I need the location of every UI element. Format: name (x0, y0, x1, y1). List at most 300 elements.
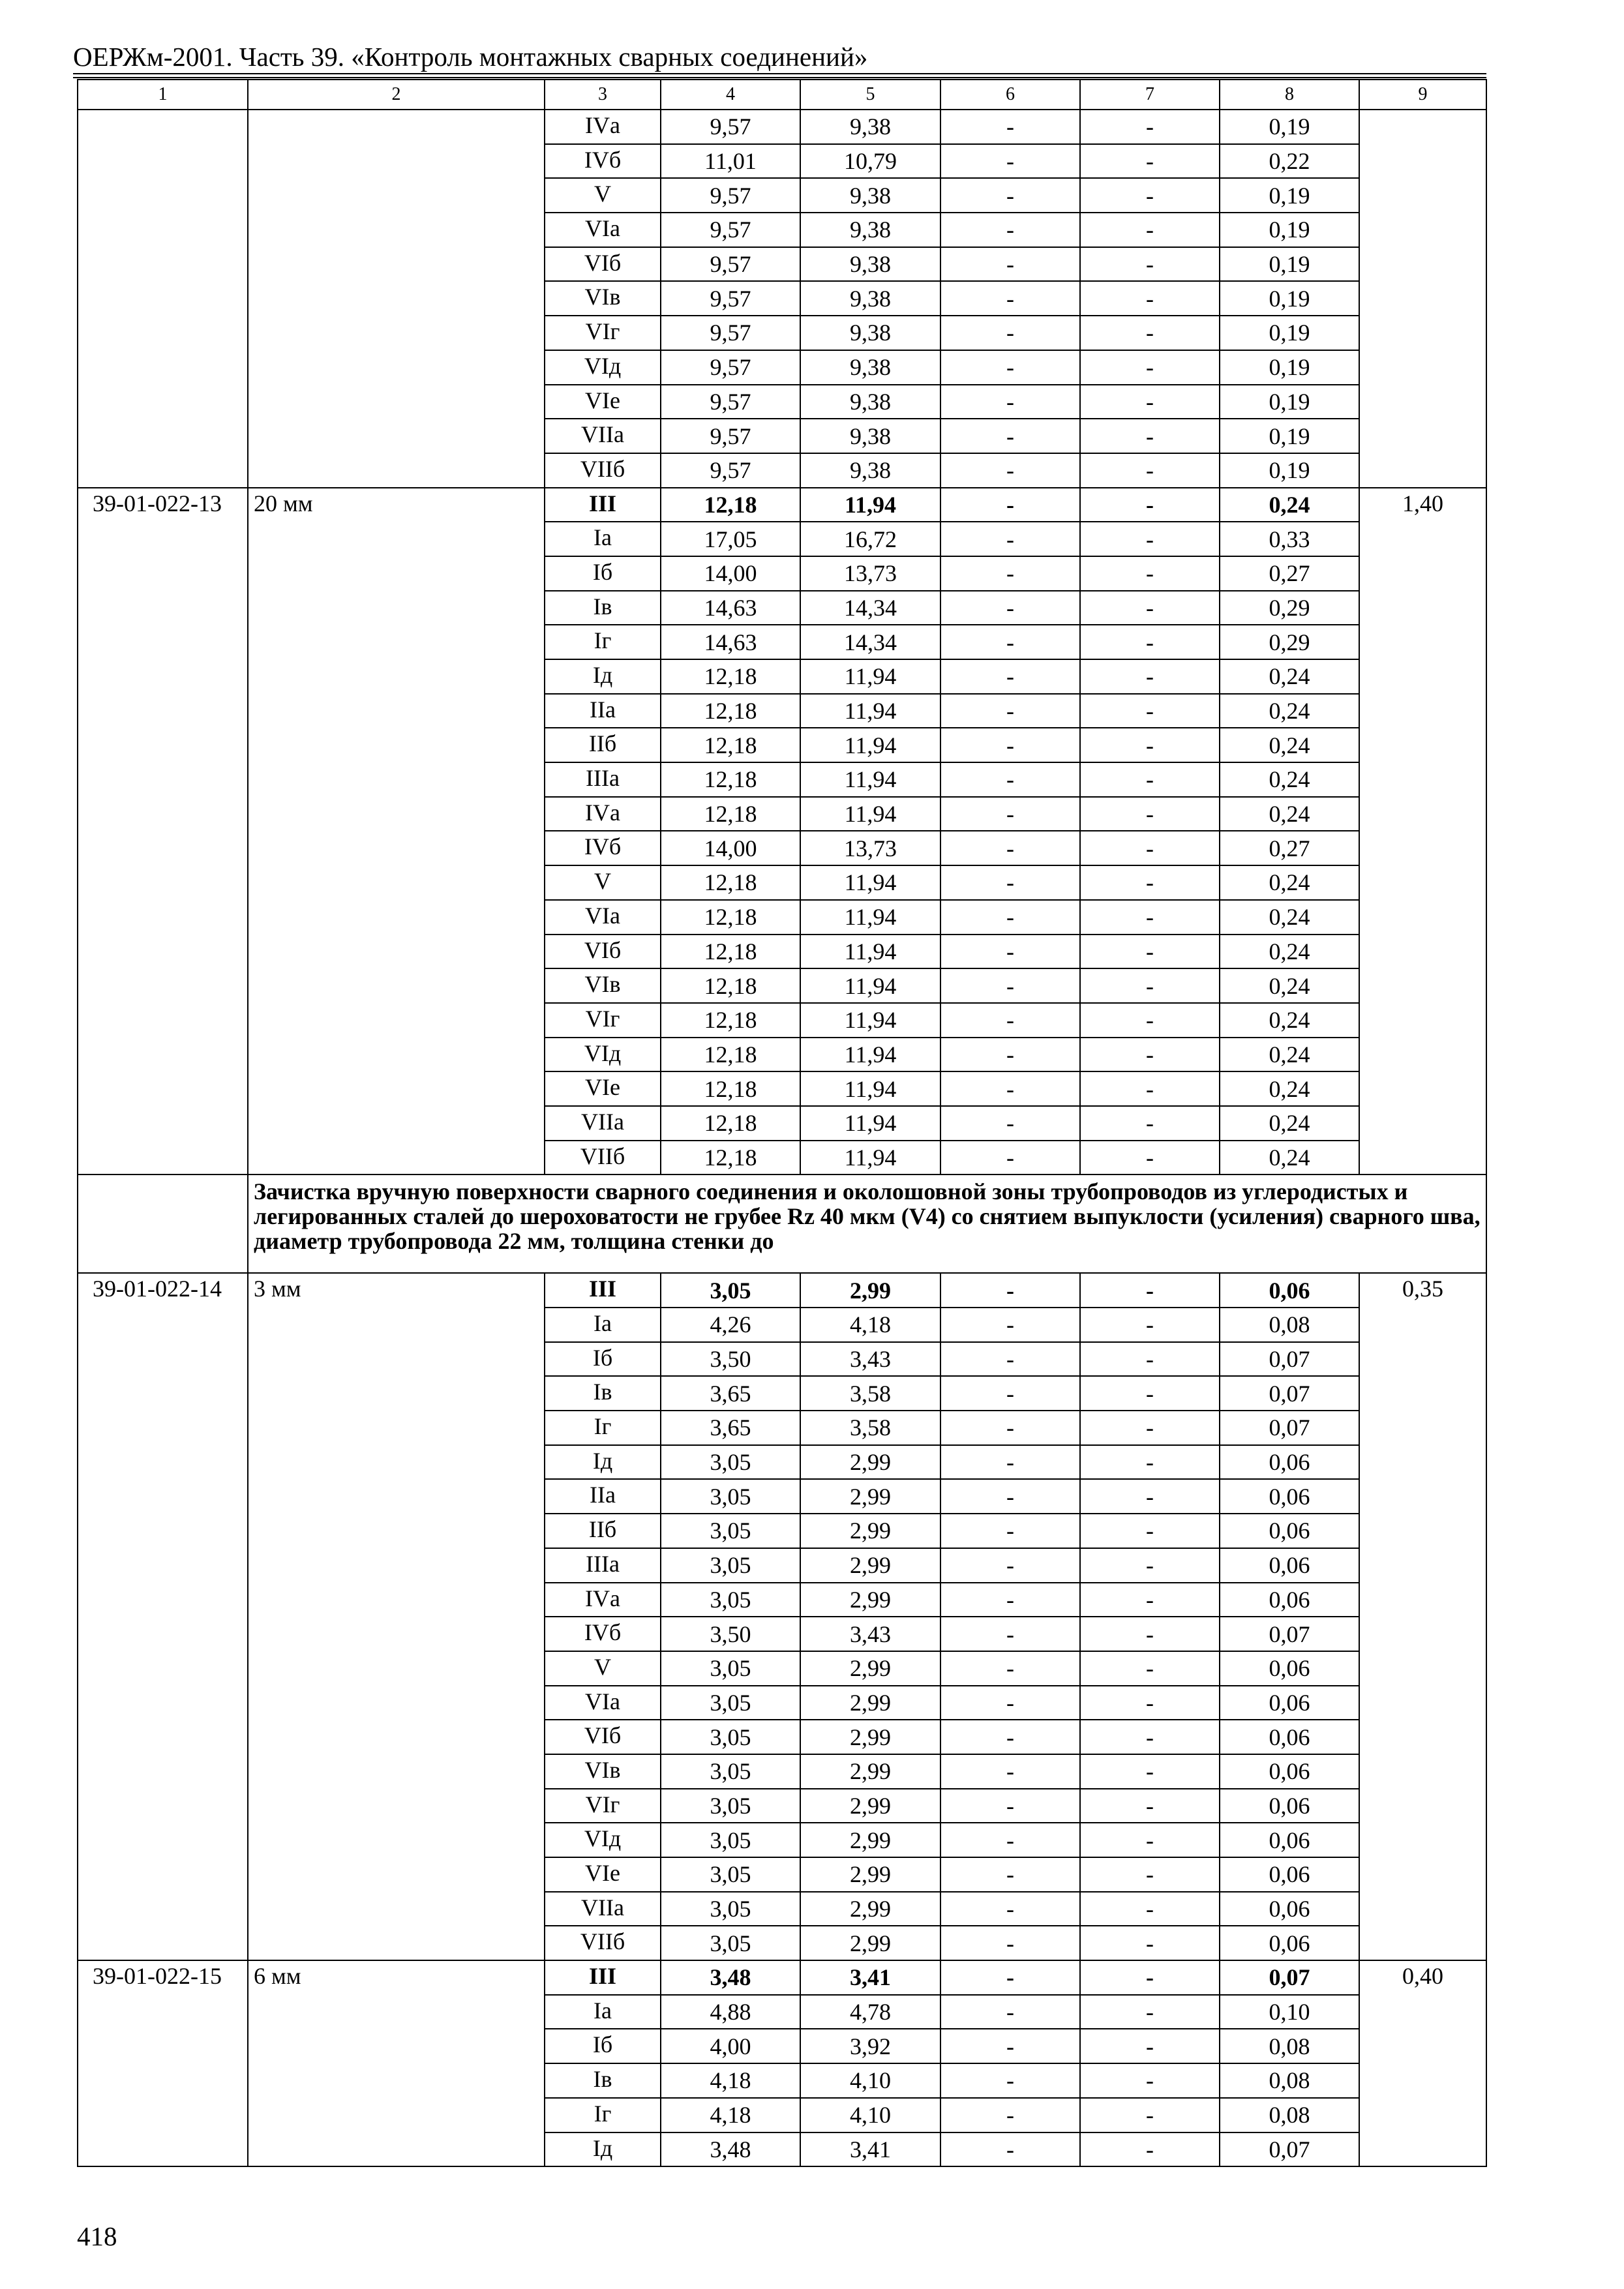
territorial-zone: Iд (545, 659, 661, 694)
wage-cost: 2,99 (800, 1514, 940, 1548)
wage-cost: 3,58 (800, 1376, 940, 1411)
wage-cost: 2,99 (800, 1548, 940, 1583)
machinist-wage: - (1080, 1651, 1220, 1686)
machine-cost: - (940, 1789, 1080, 1823)
material-cost: 0,06 (1220, 1514, 1359, 1548)
wage-cost: 10,79 (800, 144, 940, 179)
machinist-wage: - (1080, 247, 1220, 282)
machine-cost: - (940, 1479, 1080, 1514)
territorial-zone: V (545, 1651, 661, 1686)
wage-cost: 2,99 (800, 1823, 940, 1857)
wage-cost: 3,41 (800, 1960, 940, 1995)
machinist-wage: - (1080, 1617, 1220, 1651)
territorial-zone: Iд (545, 1445, 661, 1480)
machine-cost: - (940, 1995, 1080, 2029)
territorial-zone: Iа (545, 1995, 661, 2029)
total-cost: 9,57 (661, 281, 800, 316)
labor-cost: 0,35 (1359, 1273, 1486, 1960)
wage-cost: 4,10 (800, 2098, 940, 2132)
total-cost: 9,57 (661, 385, 800, 419)
machine-cost: - (940, 865, 1080, 900)
territorial-zone: VIIа (545, 1892, 661, 1926)
table-body (78, 80, 1486, 2166)
wage-cost: 9,38 (800, 350, 940, 385)
machinist-wage: - (1080, 935, 1220, 969)
total-cost: 14,63 (661, 625, 800, 659)
total-cost: 12,18 (661, 900, 800, 935)
machine-cost: - (940, 1273, 1080, 1308)
material-cost: 0,08 (1220, 2029, 1359, 2063)
table-row (78, 110, 1486, 144)
wage-cost: 3,43 (800, 1617, 940, 1651)
wage-cost: 3,58 (800, 1411, 940, 1445)
material-cost: 0,06 (1220, 1651, 1359, 1686)
wage-cost: 11,94 (800, 1141, 940, 1175)
machine-cost: - (940, 831, 1080, 865)
machine-cost: - (940, 2029, 1080, 2063)
material-cost: 0,07 (1220, 1960, 1359, 1995)
total-cost: 3,05 (661, 1514, 800, 1548)
territorial-zone: III (545, 1273, 661, 1308)
wage-cost: 4,10 (800, 2063, 940, 2098)
total-cost: 4,88 (661, 1995, 800, 2029)
machinist-wage: - (1080, 1823, 1220, 1857)
material-cost: 0,08 (1220, 2098, 1359, 2132)
machine-cost: - (940, 659, 1080, 694)
wage-cost: 14,34 (800, 625, 940, 659)
machine-cost: - (940, 900, 1080, 935)
territorial-zone: IVб (545, 831, 661, 865)
material-cost: 0,24 (1220, 1106, 1359, 1141)
wage-cost: 9,38 (800, 247, 940, 282)
machine-cost: - (940, 625, 1080, 659)
total-cost: 3,05 (661, 1445, 800, 1480)
total-cost: 12,18 (661, 1038, 800, 1072)
wage-cost: 11,94 (800, 488, 940, 522)
wage-cost: 9,38 (800, 213, 940, 247)
territorial-zone: VIе (545, 1857, 661, 1892)
total-cost: 3,05 (661, 1926, 800, 1960)
territorial-zone: IVа (545, 110, 661, 144)
total-cost: 3,05 (661, 1823, 800, 1857)
territorial-zone: VIд (545, 350, 661, 385)
material-cost: 0,07 (1220, 1342, 1359, 1377)
territorial-zone: IIIа (545, 762, 661, 797)
machine-cost: - (940, 350, 1080, 385)
machinist-wage: - (1080, 1686, 1220, 1720)
material-cost: 0,19 (1220, 110, 1359, 144)
territorial-zone: VIIа (545, 1106, 661, 1141)
wage-cost: 9,38 (800, 110, 940, 144)
header-rule (73, 73, 1486, 74)
machine-cost: - (940, 1892, 1080, 1926)
machine-cost: - (940, 1445, 1080, 1480)
material-cost: 0,06 (1220, 1583, 1359, 1617)
machinist-wage: - (1080, 1789, 1220, 1823)
material-cost: 0,24 (1220, 1003, 1359, 1038)
territorial-zone: VIа (545, 1686, 661, 1720)
machinist-wage: - (1080, 281, 1220, 316)
total-cost: 14,63 (661, 591, 800, 625)
machinist-wage: - (1080, 2132, 1220, 2167)
material-cost: 0,19 (1220, 453, 1359, 488)
wage-cost: 9,38 (800, 178, 940, 213)
territorial-zone: VIIб (545, 453, 661, 488)
territorial-zone: VIг (545, 316, 661, 350)
machine-cost: - (940, 1823, 1080, 1857)
material-cost: 0,19 (1220, 385, 1359, 419)
total-cost: 12,18 (661, 1071, 800, 1106)
machine-cost: - (940, 247, 1080, 282)
territorial-zone: VIг (545, 1789, 661, 1823)
column-number: 1 (78, 80, 248, 110)
machine-cost: - (940, 591, 1080, 625)
material-cost: 0,06 (1220, 1273, 1359, 1308)
machine-cost: - (940, 762, 1080, 797)
wage-cost: 11,94 (800, 694, 940, 728)
wage-cost: 2,99 (800, 1479, 940, 1514)
machine-cost: - (940, 144, 1080, 179)
rate-code: 39-01-022-15 (78, 1960, 248, 2166)
total-cost: 9,57 (661, 316, 800, 350)
material-cost: 0,24 (1220, 1141, 1359, 1175)
material-cost: 0,24 (1220, 694, 1359, 728)
wage-cost: 11,94 (800, 935, 940, 969)
territorial-zone: VIIб (545, 1141, 661, 1175)
wage-cost: 11,94 (800, 762, 940, 797)
machinist-wage: - (1080, 831, 1220, 865)
territorial-zone: III (545, 1960, 661, 1995)
total-cost: 12,18 (661, 659, 800, 694)
territorial-zone: VIб (545, 247, 661, 282)
territorial-zone: VIа (545, 900, 661, 935)
territorial-zone: VIе (545, 1071, 661, 1106)
total-cost: 3,05 (661, 1273, 800, 1308)
total-cost: 3,05 (661, 1720, 800, 1754)
machine-cost: - (940, 281, 1080, 316)
material-cost: 0,22 (1220, 144, 1359, 179)
machinist-wage: - (1080, 385, 1220, 419)
material-cost: 0,08 (1220, 2063, 1359, 2098)
machine-cost: - (940, 1617, 1080, 1651)
labor-cost (1359, 110, 1486, 488)
machinist-wage: - (1080, 522, 1220, 556)
material-cost: 0,06 (1220, 1926, 1359, 1960)
machinist-wage: - (1080, 1892, 1220, 1926)
machine-cost: - (940, 110, 1080, 144)
machinist-wage: - (1080, 1754, 1220, 1789)
machine-cost: - (940, 385, 1080, 419)
wage-cost: 3,92 (800, 2029, 940, 2063)
machine-cost: - (940, 316, 1080, 350)
machinist-wage: - (1080, 2098, 1220, 2132)
labor-cost: 0,40 (1359, 1960, 1486, 2166)
total-cost: 3,05 (661, 1583, 800, 1617)
territorial-zone: VIв (545, 968, 661, 1003)
machine-cost: - (940, 2063, 1080, 2098)
total-cost: 9,57 (661, 178, 800, 213)
territorial-zone: Iб (545, 1342, 661, 1377)
wage-cost: 9,38 (800, 281, 940, 316)
wage-cost: 11,94 (800, 865, 940, 900)
total-cost: 9,57 (661, 247, 800, 282)
machinist-wage: - (1080, 1857, 1220, 1892)
material-cost: 0,10 (1220, 1995, 1359, 2029)
machine-cost: - (940, 1376, 1080, 1411)
machinist-wage: - (1080, 1995, 1220, 2029)
rate-parameter: 6 мм (248, 1960, 545, 2166)
machine-cost: - (940, 1003, 1080, 1038)
machinist-wage: - (1080, 694, 1220, 728)
total-cost: 14,00 (661, 831, 800, 865)
machinist-wage: - (1080, 1273, 1220, 1308)
material-cost: 0,06 (1220, 1857, 1359, 1892)
total-cost: 12,18 (661, 1106, 800, 1141)
machinist-wage: - (1080, 1548, 1220, 1583)
machine-cost: - (940, 1514, 1080, 1548)
wage-cost: 13,73 (800, 556, 940, 591)
material-cost: 0,24 (1220, 728, 1359, 762)
wage-cost: 2,99 (800, 1926, 940, 1960)
machinist-wage: - (1080, 1960, 1220, 1995)
wage-cost: 2,99 (800, 1754, 940, 1789)
machine-cost: - (940, 968, 1080, 1003)
wage-cost: 2,99 (800, 1445, 940, 1480)
machine-cost: - (940, 1651, 1080, 1686)
machine-cost: - (940, 1754, 1080, 1789)
machine-cost: - (940, 1686, 1080, 1720)
material-cost: 0,24 (1220, 1038, 1359, 1072)
machinist-wage: - (1080, 1479, 1220, 1514)
wage-cost: 9,38 (800, 453, 940, 488)
material-cost: 0,06 (1220, 1823, 1359, 1857)
wage-cost: 3,41 (800, 2132, 940, 2167)
machine-cost: - (940, 213, 1080, 247)
column-number-row (78, 80, 1486, 110)
total-cost: 12,18 (661, 728, 800, 762)
machinist-wage: - (1080, 900, 1220, 935)
territorial-zone: IIб (545, 1514, 661, 1548)
wage-cost: 11,94 (800, 1038, 940, 1072)
total-cost: 3,05 (661, 1548, 800, 1583)
total-cost: 12,18 (661, 1141, 800, 1175)
machinist-wage: - (1080, 2063, 1220, 2098)
material-cost: 0,19 (1220, 178, 1359, 213)
total-cost: 3,05 (661, 1892, 800, 1926)
wage-cost: 11,94 (800, 797, 940, 831)
territorial-zone: VIIб (545, 1926, 661, 1960)
total-cost: 9,57 (661, 110, 800, 144)
machinist-wage: - (1080, 1308, 1220, 1342)
page-number: 418 (77, 2221, 117, 2251)
machinist-wage: - (1080, 762, 1220, 797)
wage-cost: 4,18 (800, 1308, 940, 1342)
material-cost: 0,07 (1220, 1411, 1359, 1445)
territorial-zone: IIа (545, 694, 661, 728)
machine-cost: - (940, 728, 1080, 762)
machine-cost: - (940, 1857, 1080, 1892)
material-cost: 0,24 (1220, 968, 1359, 1003)
territorial-zone: IIб (545, 728, 661, 762)
territorial-zone: IIIа (545, 1548, 661, 1583)
territorial-zone: VIб (545, 1720, 661, 1754)
material-cost: 0,24 (1220, 762, 1359, 797)
machinist-wage: - (1080, 591, 1220, 625)
wage-cost: 2,99 (800, 1651, 940, 1686)
total-cost: 12,18 (661, 1003, 800, 1038)
territorial-zone: Iв (545, 1376, 661, 1411)
territorial-zone: VIд (545, 1038, 661, 1072)
territorial-zone: Iб (545, 556, 661, 591)
territorial-zone: IVа (545, 797, 661, 831)
total-cost: 4,18 (661, 2063, 800, 2098)
machinist-wage: - (1080, 625, 1220, 659)
total-cost: 4,18 (661, 2098, 800, 2132)
machine-cost: - (940, 694, 1080, 728)
column-number: 5 (800, 80, 940, 110)
wage-cost: 11,94 (800, 1106, 940, 1141)
machine-cost: - (940, 1038, 1080, 1072)
machinist-wage: - (1080, 728, 1220, 762)
territorial-zone: IIа (545, 1479, 661, 1514)
total-cost: 12,18 (661, 797, 800, 831)
machine-cost: - (940, 419, 1080, 453)
machine-cost: - (940, 1926, 1080, 1960)
total-cost: 3,05 (661, 1686, 800, 1720)
machine-cost: - (940, 2132, 1080, 2167)
machinist-wage: - (1080, 1720, 1220, 1754)
material-cost: 0,24 (1220, 797, 1359, 831)
total-cost: 3,05 (661, 1857, 800, 1892)
material-cost: 0,06 (1220, 1754, 1359, 1789)
material-cost: 0,06 (1220, 1686, 1359, 1720)
wage-cost: 2,99 (800, 1857, 940, 1892)
machinist-wage: - (1080, 865, 1220, 900)
territorial-zone: Iд (545, 2132, 661, 2167)
wage-cost: 2,99 (800, 1720, 940, 1754)
machinist-wage: - (1080, 419, 1220, 453)
material-cost: 0,19 (1220, 350, 1359, 385)
machine-cost: - (940, 1308, 1080, 1342)
wage-cost: 3,43 (800, 1342, 940, 1377)
wage-cost: 11,94 (800, 968, 940, 1003)
material-cost: 0,24 (1220, 659, 1359, 694)
territorial-zone: Iа (545, 1308, 661, 1342)
territorial-zone: Iв (545, 2063, 661, 2098)
wage-cost: 2,99 (800, 1583, 940, 1617)
material-cost: 0,19 (1220, 316, 1359, 350)
total-cost: 12,18 (661, 694, 800, 728)
territorial-zone: VIа (545, 213, 661, 247)
machinist-wage: - (1080, 659, 1220, 694)
material-cost: 0,29 (1220, 625, 1359, 659)
wage-cost: 11,94 (800, 728, 940, 762)
territorial-zone: Iг (545, 1411, 661, 1445)
section-description-row (78, 1174, 1486, 1273)
machinist-wage: - (1080, 144, 1220, 179)
material-cost: 0,24 (1220, 865, 1359, 900)
territorial-zone: III (545, 488, 661, 522)
machinist-wage: - (1080, 488, 1220, 522)
machinist-wage: - (1080, 797, 1220, 831)
machinist-wage: - (1080, 213, 1220, 247)
machine-cost: - (940, 1548, 1080, 1583)
machine-cost: - (940, 1141, 1080, 1175)
machinist-wage: - (1080, 1141, 1220, 1175)
material-cost: 0,19 (1220, 247, 1359, 282)
total-cost: 3,05 (661, 1479, 800, 1514)
territorial-zone: VIе (545, 385, 661, 419)
total-cost: 12,18 (661, 968, 800, 1003)
total-cost: 4,26 (661, 1308, 800, 1342)
material-cost: 0,27 (1220, 831, 1359, 865)
column-number: 6 (940, 80, 1080, 110)
machine-cost: - (940, 935, 1080, 969)
machinist-wage: - (1080, 453, 1220, 488)
territorial-zone: VIв (545, 1754, 661, 1789)
document-header: ОЕРЖм-2001. Часть 39. «Контроль монтажных сварных соединений» (73, 42, 868, 72)
material-cost: 0,06 (1220, 1789, 1359, 1823)
wage-cost: 13,73 (800, 831, 940, 865)
territorial-zone: Iб (545, 2029, 661, 2063)
machine-cost: - (940, 556, 1080, 591)
territorial-zone: Iа (545, 522, 661, 556)
total-cost: 3,05 (661, 1651, 800, 1686)
machinist-wage: - (1080, 350, 1220, 385)
wage-cost: 11,94 (800, 659, 940, 694)
total-cost: 3,48 (661, 2132, 800, 2167)
total-cost: 9,57 (661, 453, 800, 488)
machinist-wage: - (1080, 1583, 1220, 1617)
column-number: 7 (1080, 80, 1220, 110)
machine-cost: - (940, 453, 1080, 488)
material-cost: 0,24 (1220, 935, 1359, 969)
territorial-zone: VIв (545, 281, 661, 316)
territorial-zone: Iв (545, 591, 661, 625)
material-cost: 0,24 (1220, 1071, 1359, 1106)
machine-cost: - (940, 488, 1080, 522)
total-cost: 12,18 (661, 762, 800, 797)
machinist-wage: - (1080, 1411, 1220, 1445)
material-cost: 0,33 (1220, 522, 1359, 556)
rate-code: 39-01-022-13 (78, 488, 248, 1175)
wage-cost: 2,99 (800, 1686, 940, 1720)
machinist-wage: - (1080, 1003, 1220, 1038)
material-cost: 0,19 (1220, 281, 1359, 316)
wage-cost: 9,38 (800, 385, 940, 419)
wage-cost: 11,94 (800, 1003, 940, 1038)
territorial-zone: IVб (545, 144, 661, 179)
territorial-zone: Iг (545, 2098, 661, 2132)
material-cost: 0,06 (1220, 1548, 1359, 1583)
territorial-zone: IVа (545, 1583, 661, 1617)
rate-parameter: 20 мм (248, 488, 545, 1175)
machinist-wage: - (1080, 178, 1220, 213)
wage-cost: 9,38 (800, 419, 940, 453)
column-number: 2 (248, 80, 545, 110)
territorial-zone: V (545, 865, 661, 900)
machine-cost: - (940, 1411, 1080, 1445)
rates-table (77, 79, 1487, 2167)
wage-cost: 2,99 (800, 1892, 940, 1926)
column-number: 3 (545, 80, 661, 110)
rate-parameter (248, 110, 545, 488)
territorial-zone: VIг (545, 1003, 661, 1038)
machine-cost: - (940, 1720, 1080, 1754)
machinist-wage: - (1080, 1445, 1220, 1480)
material-cost: 0,06 (1220, 1479, 1359, 1514)
total-cost: 9,57 (661, 419, 800, 453)
